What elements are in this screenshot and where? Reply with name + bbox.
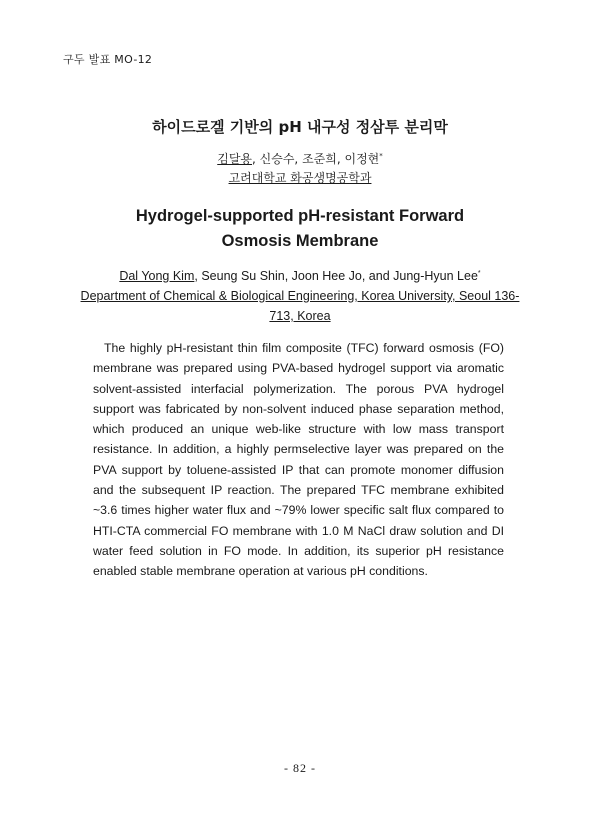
english-affiliation-text: Department of Chemical & Biological Engineering, Korea University, Seoul 136-713, Korea (80, 289, 520, 323)
korean-title: 하이드로겔 기반의 pH 내구성 정삼투 분리막 (152, 118, 448, 136)
korean-affiliation-text: 고려대학교 화공생명공학과 (228, 171, 372, 185)
english-title: Hydrogel-supported pH-resistant Forward Osmosis Membrane (135, 207, 465, 250)
english-affiliation (80, 286, 520, 326)
page-number: - 82 - (284, 761, 316, 775)
korean-corresponding-mark: * (379, 152, 383, 160)
english-presenter: Dal Yong Kim (119, 269, 195, 283)
korean-authors (0, 150, 600, 169)
korean-affiliation (0, 169, 600, 188)
abstract-body: The highly pH-resistant thin film composite (TFC) forward osmosis (FO) membrane was prepared using PVA-based hydrogel support via aromatic solvent-assisted interfacial polymerization. The porous PVA hydrogel support was fabricated by non-solvent induced phase separation method, which produced an unique web-like structure with low mass transport resistance. In addition, a highly permselective layer was prepared on the PVA support by toluene-assisted IP that can promote monomer diffusion and the subsequent IP reaction. The prepared TFC membrane exhibited ~3.6 times higher water flux and ~79% lower specific salt flux compared to HTI-CTA commercial FO membrane with 1.0 M NaCl draw solution and DI water feed solution in FO mode. In addition, its superior pH resistance enabled stable membrane operation at various pH conditions. (93, 341, 504, 579)
english-coauthors: , Seung Su Shin, Joon Hee Jo, and Jung-Hyun Lee (194, 269, 478, 283)
english-corresponding-mark: * (477, 269, 481, 277)
korean-presenter: 김달용 (217, 152, 253, 166)
english-authors (0, 266, 600, 286)
korean-coauthors: , 신승수, 조준희, 이정현 (252, 152, 380, 166)
session-code: 구두 발표 MO-12 (63, 53, 153, 66)
